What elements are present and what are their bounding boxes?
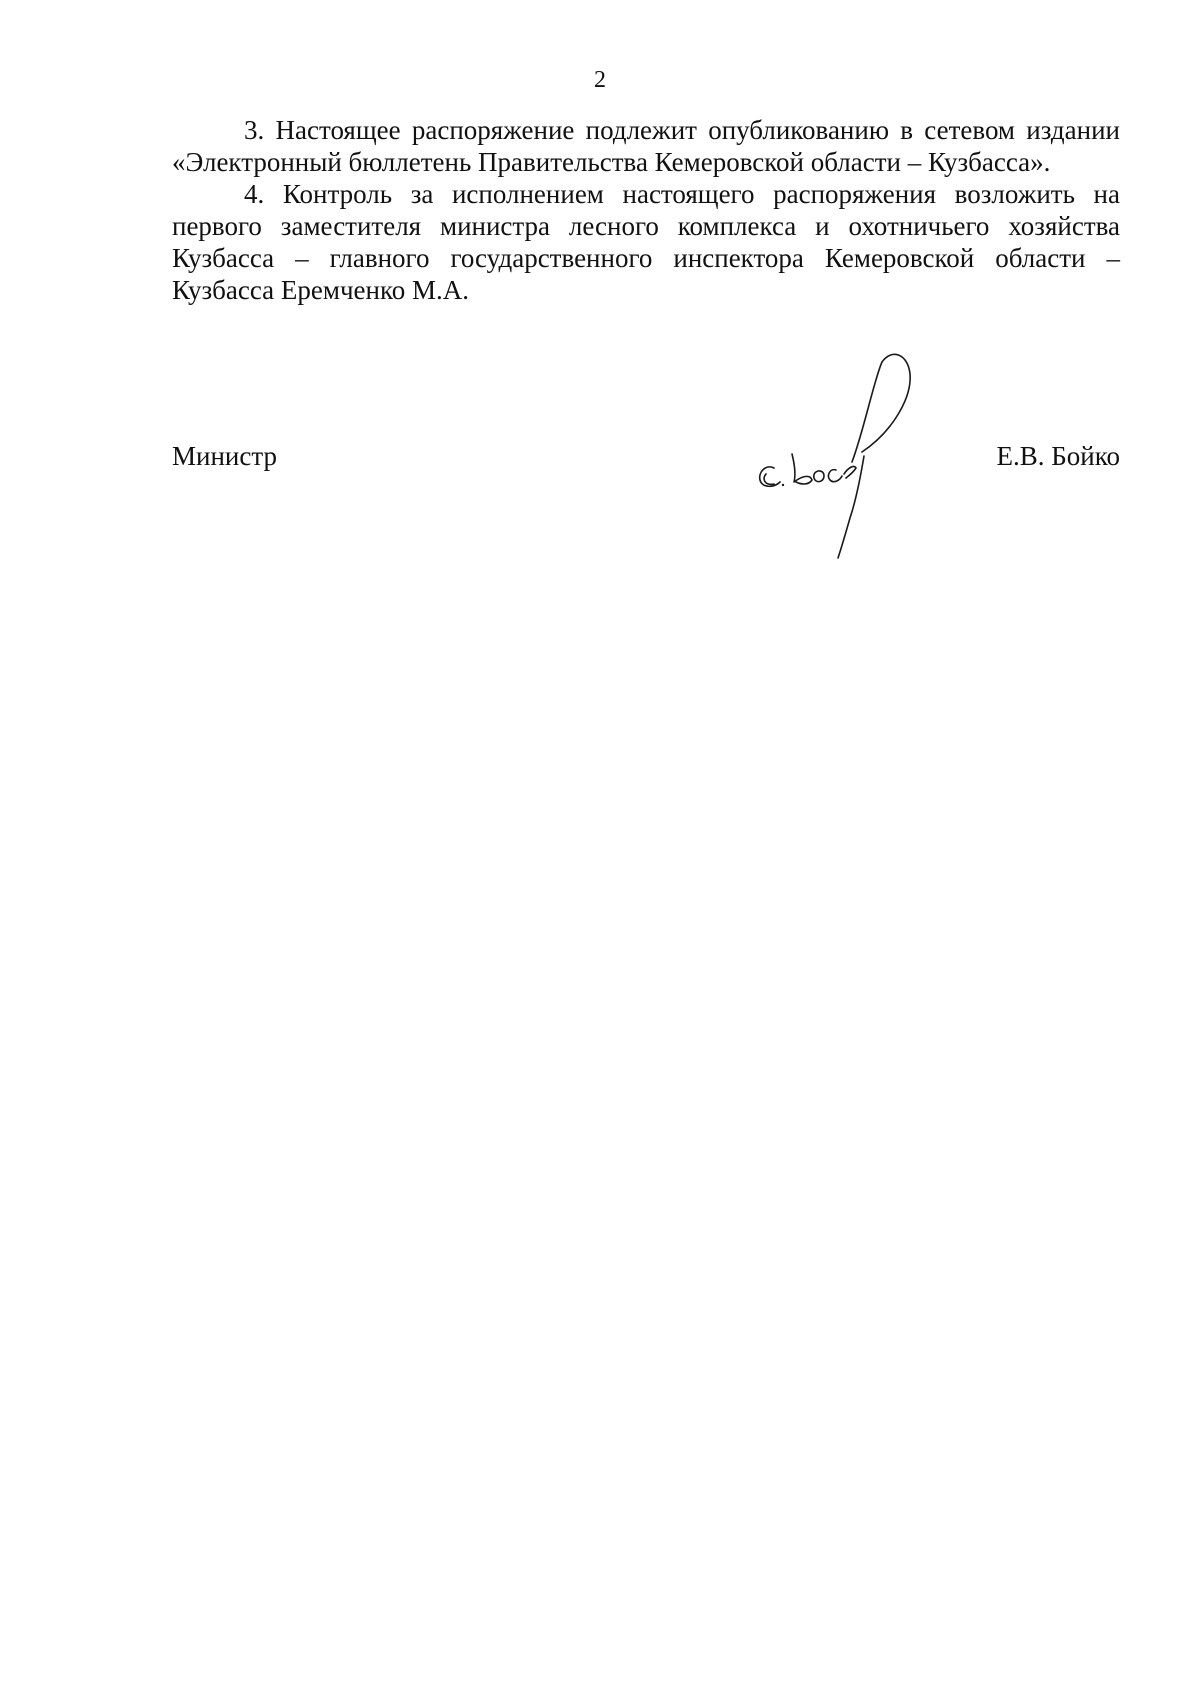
signature-block	[172, 440, 1120, 480]
page-number: 2	[594, 67, 606, 93]
signer-title: Министр	[172, 441, 277, 471]
signer-name: Е.В. Бойко	[996, 441, 1120, 471]
paragraph-4: 4. Контроль за исполнением настоящего распоряжения возложить на первого заместителя министра лесного комплекса и охотничьего хозяйства Кузбасса – главного государственного инспектора Кемеровской области – Кузбасса Еремченко М.А.	[172, 179, 1120, 305]
handwritten-signature	[752, 350, 952, 560]
document-body	[172, 114, 1120, 306]
paragraph-3: 3. Настоящее распоряжение подлежит опубликованию в сетевом издании «Электронный бюллетень Правительства Кемеровской области – Кузбасса».	[172, 115, 1120, 177]
